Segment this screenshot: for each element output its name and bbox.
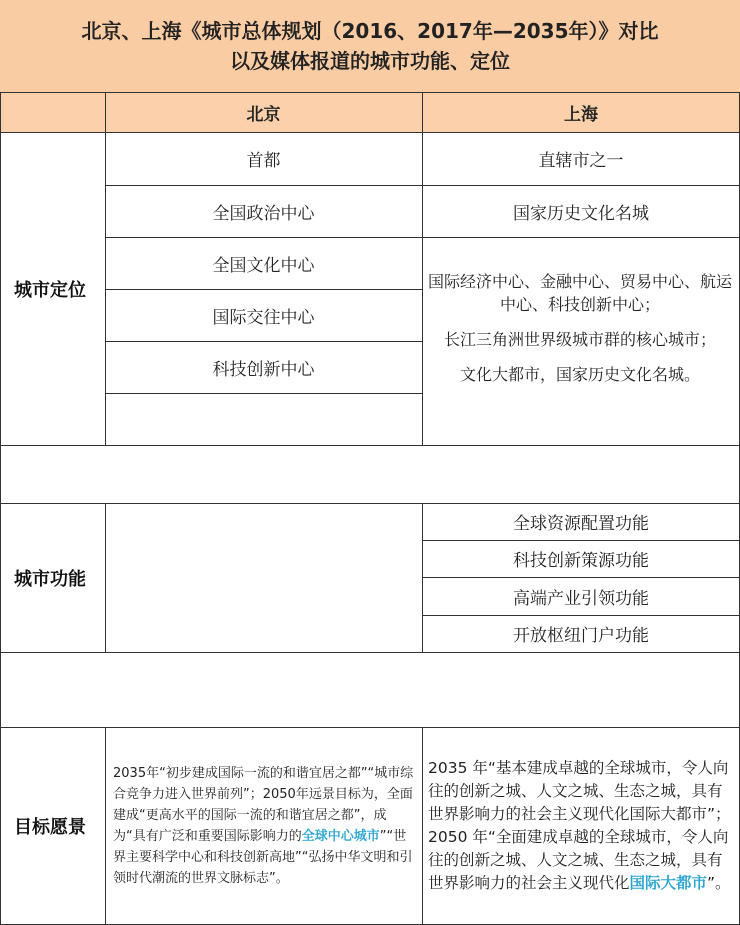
grid-line xyxy=(0,503,740,504)
grid-line xyxy=(0,92,1,925)
beijing-position-empty xyxy=(105,393,422,445)
grid-line xyxy=(422,92,423,445)
header-corner-cell xyxy=(0,92,105,132)
grid-line xyxy=(105,341,422,342)
shanghai-position-line: 长江三角洲世界级城市群的核心城市； xyxy=(443,329,716,349)
grid-line xyxy=(0,92,740,93)
table-title xyxy=(0,0,740,93)
grid-line xyxy=(105,289,422,290)
shanghai-position-item: 直辖市之一 xyxy=(538,151,624,171)
grid-line xyxy=(422,540,740,541)
grid-line xyxy=(0,445,740,446)
shanghai-function-item: 开放枢纽门户功能 xyxy=(513,626,649,646)
beijing-position-item: 首都 xyxy=(246,151,281,171)
shanghai-function-item: 全球资源配置功能 xyxy=(513,514,649,534)
beijing-functions-empty xyxy=(105,503,422,652)
header-beijing: 北京 xyxy=(105,92,422,132)
grid-line xyxy=(422,727,423,925)
grid-line xyxy=(422,503,423,652)
shanghai-goals-text xyxy=(422,727,740,925)
header-shanghai: 上海 xyxy=(422,92,740,132)
shanghai-function-item: 高端产业引领功能 xyxy=(513,588,649,609)
shanghai-position-line: 文化大都市，国家历史文化名城。 xyxy=(459,364,700,384)
beijing-goals-highlight: 全球中心城市 xyxy=(301,829,380,844)
grid-line xyxy=(0,727,740,728)
grid-line xyxy=(422,615,740,616)
beijing-goals-part: ”“世界主要科学中心和科技创新高地”“弘扬中华文明和引领时代潮流的世界文脉标志”。 xyxy=(113,829,413,886)
row-label-positioning: 城市定位 xyxy=(14,279,86,301)
beijing-goals-part: 2035年“初步建成国际一流的和谐宜居之都”“城市综合竞争力进入世界前列”；2050年远景目标为，全面建成“更高水平的国际一流的和谐宜居之都”，成为“具有广泛和重要国际影响力的 xyxy=(113,766,414,844)
shanghai-goals-highlight: 国际大都市 xyxy=(629,874,708,892)
shanghai-position-item: 国家历史文化名城 xyxy=(513,203,649,224)
title-line-2: 以及媒体报道的城市功能、定位 xyxy=(230,49,510,73)
shanghai-function-item: 科技创新策源功能 xyxy=(513,551,649,571)
beijing-position-item: 科技创新中心 xyxy=(212,359,315,380)
shanghai-goals-part: ”。 xyxy=(707,874,731,892)
grid-line xyxy=(105,503,106,652)
beijing-position-item: 国际交往中心 xyxy=(212,307,315,328)
beijing-position-item: 全国文化中心 xyxy=(212,255,315,276)
grid-line xyxy=(105,92,106,445)
beijing-goals-text xyxy=(105,727,422,925)
grid-line xyxy=(105,393,422,394)
row-label-goals: 目标愿景 xyxy=(14,817,86,838)
shanghai-position-block xyxy=(424,245,736,410)
grid-line xyxy=(422,577,740,578)
grid-line xyxy=(105,727,106,925)
grid-line xyxy=(0,132,740,133)
shanghai-goals-part: 2035 年“基本建成卓越的全球城市，令人向往的创新之城、人文之城、生态之城，具有世界影响力的社会主义现代化国际大都市”；2050 年“全面建成卓越的全球城市，令人向往的创新之城、人文之城、生态之城，具有世界影响力的社会主义现代化 xyxy=(428,759,731,892)
title-line-1: 北京、上海《城市总体规划（2016、2017年—2035年）》对比 xyxy=(81,19,659,43)
shanghai-position-line: 国际经济中心、金融中心、贸易中心、航运中心、科技创新中心； xyxy=(427,271,732,314)
beijing-position-item: 全国政治中心 xyxy=(212,203,315,224)
grid-line xyxy=(0,652,740,653)
row-label-functions: 城市功能 xyxy=(14,568,86,590)
